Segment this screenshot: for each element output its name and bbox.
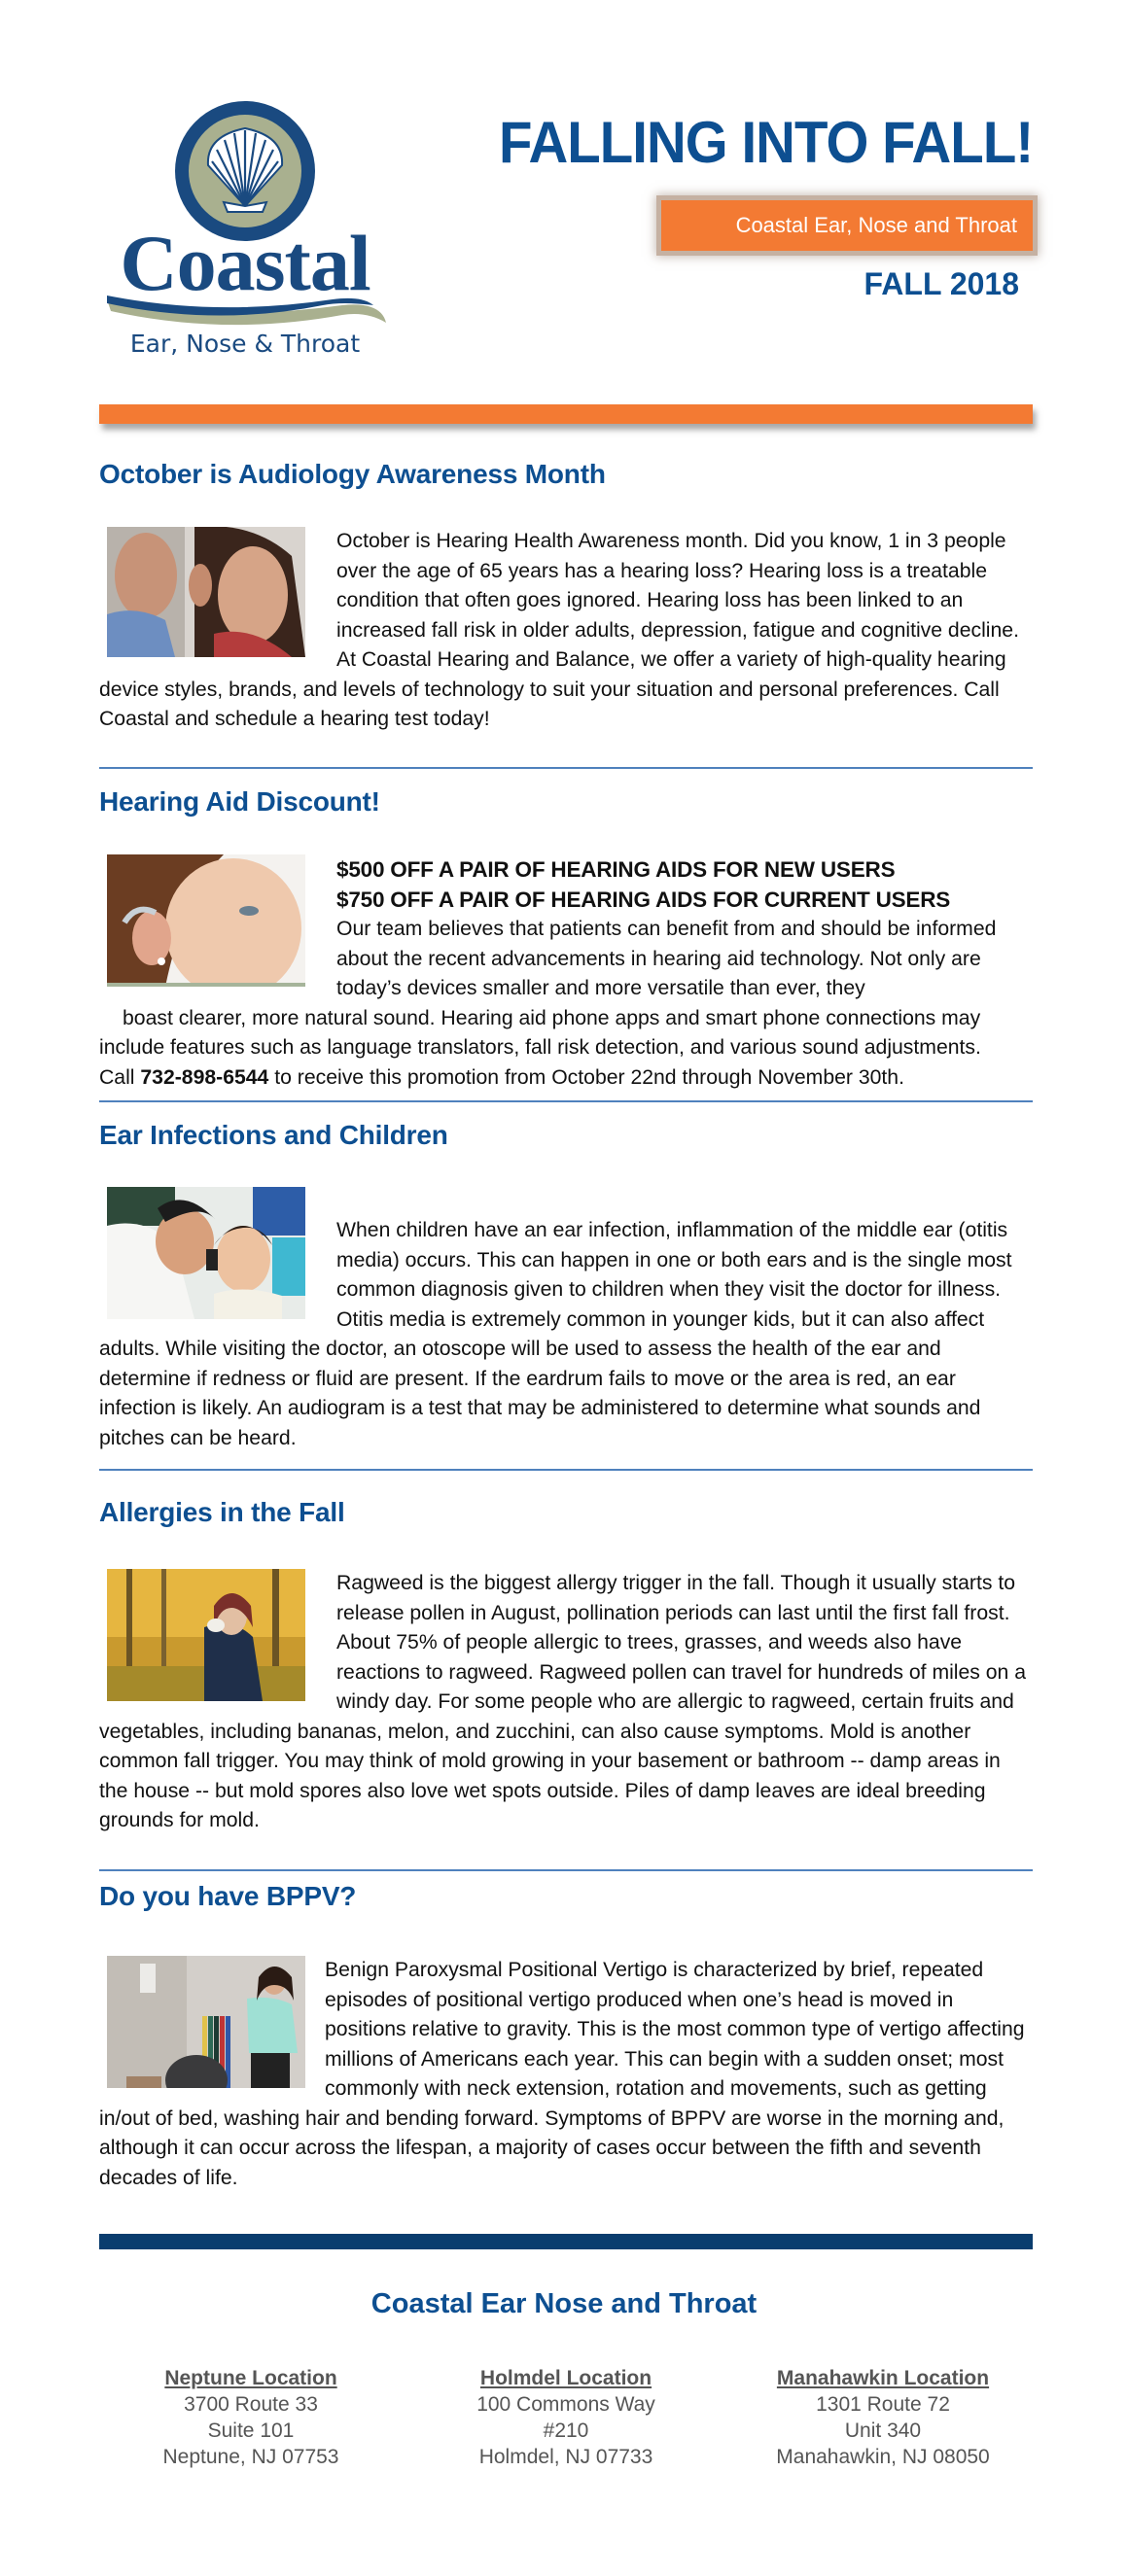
address-line: 1301 Route 72 bbox=[816, 2393, 950, 2416]
coastal-logo bbox=[99, 97, 391, 360]
section-body: Ragweed is the biggest allergy trigger in the fall. Though it usually starts to release pollen in August, pollination periods can last until the first fall frost. About 75% of people allergic to trees, grasses, and weeds also have reactions to ragweed. Ragweed pollen can travel for hundreds of miles on a windy day. For some people who are allergic to ragweed, certain fruits and vegetables, including bananas, melon, and zucchini, can also cause symptoms. Mold is another common fall trigger. You may think of mold growing in your basement or bathroom -- damp areas in the house -- but mold spores also love wet spots outside. Piles of damp leaves are ideal breeding grounds for mold. bbox=[99, 1572, 1027, 1831]
address-line: #210 bbox=[543, 2419, 589, 2442]
logo-wordmark: Coastal bbox=[120, 219, 370, 307]
section-heading: Do you have BPPV? bbox=[99, 1881, 357, 1911]
section-allergies bbox=[99, 1497, 1033, 1836]
promo-call-line bbox=[99, 1063, 1033, 1094]
section-hearing-aid-discount bbox=[99, 786, 1033, 1093]
location-name-link[interactable]: Neptune Location bbox=[164, 2367, 337, 2389]
child-hearing-aid-photo-icon bbox=[107, 854, 305, 987]
section-divider bbox=[99, 767, 1033, 769]
section-divider bbox=[99, 1100, 1033, 1102]
section-bppv bbox=[99, 1881, 1033, 2193]
location-holmdel bbox=[430, 2365, 702, 2470]
promo-new-users: $500 OFF A PAIR OF HEARING AIDS FOR NEW USERS bbox=[336, 857, 896, 882]
location-name-link[interactable]: Manahawkin Location bbox=[776, 2367, 990, 2389]
section-heading: Allergies in the Fall bbox=[99, 1497, 345, 1527]
doctor-otoscope-child-photo-icon bbox=[107, 1187, 305, 1319]
section-audiology-month bbox=[99, 459, 1033, 735]
section-divider bbox=[99, 1469, 1033, 1471]
section-heading: October is Audiology Awareness Month bbox=[99, 459, 606, 489]
promo-current-users: $750 OFF A PAIR OF HEARING AIDS FOR CURRENT USERS bbox=[336, 888, 951, 912]
address-line: 100 Commons Way bbox=[476, 2393, 655, 2416]
shell-logo-icon bbox=[99, 97, 391, 360]
practice-name-banner bbox=[661, 200, 1033, 251]
address-line: Manahawkin, NJ 08050 bbox=[776, 2446, 990, 2468]
location-neptune bbox=[115, 2365, 387, 2470]
issue-label: FALL 2018 bbox=[864, 266, 1019, 301]
section-ear-infections bbox=[99, 1120, 1033, 1453]
section-body: October is Hearing Health Awareness month. Did you know, 1 in 3 people over the age of 65 years has a hearing loss? Hearing loss is a treatable condition that often goes ignored. Hearing loss has been linked to an increased fall risk in older adults, depression, fatigue and cognitive decline. At Coastal Hearing and Balance, we offer a variety of high-quality hearing device styles, brands, and levels of technology to suit your situation and personal preferences. Call Coastal and schedule a hearing test today! bbox=[99, 530, 1019, 730]
therapist-room-photo-icon bbox=[107, 1956, 305, 2088]
logo-tagline: Ear, Nose & Throat bbox=[129, 330, 361, 358]
call-suffix: to receive this promotion from October 22nd through November 30th. bbox=[274, 1065, 904, 1089]
orange-divider-bar bbox=[99, 404, 1033, 424]
phone-number-link[interactable]: 732-898-6544 bbox=[140, 1065, 269, 1089]
footer-title: Coastal Ear Nose and Throat bbox=[370, 2288, 758, 2319]
address-line: Neptune, NJ 07753 bbox=[162, 2446, 339, 2468]
location-name-link[interactable]: Holmdel Location bbox=[479, 2367, 652, 2389]
section-body: Our team believes that patients can benefit from and should be informed about the recent advancements in hearing aid technology. Not only are today’s devices smaller and more versatile than ever, they bbox=[336, 918, 997, 999]
autumn-sneeze-photo-icon bbox=[107, 1569, 305, 1701]
address-line: Suite 101 bbox=[207, 2419, 295, 2442]
call-prefix: Call bbox=[99, 1065, 135, 1089]
section-body-continued: boast clearer, more natural sound. Hearing aid phone apps and smart phone connections may include features such as language translators, fall risk detection, and various sound adjustments. bbox=[99, 1006, 981, 1059]
address-line: Holmdel, NJ 07733 bbox=[478, 2446, 653, 2468]
newsletter-title: FALLING INTO FALL! bbox=[498, 110, 1033, 175]
practice-name-text: Coastal Ear, Nose and Throat bbox=[735, 213, 1017, 237]
footer-divider-bar bbox=[99, 2234, 1033, 2249]
section-body: When children have an ear infection, inflammation of the middle ear (otitis media) occurs. This can happen in one or both ears and is the single most common diagnosis given to children when they visit the doctor for illness. Otitis media is extremely common in younger kids, but it can also affect adults. While visiting the doctor, an otoscope will be used to assess the health of the ear and determine if redness or fluid are present. If the eardrum fails to move or the area is red, an ear infection is likely. An audiogram is a test that may be administered to determine what sounds and pitches can be heard. bbox=[99, 1219, 1012, 1449]
section-heading: Hearing Aid Discount! bbox=[99, 786, 380, 817]
section-body: Benign Paroxysmal Positional Vertigo is characterized by brief, repeated episodes of positional vertigo produced when one’s head is moved in positions relative to gravity. This is the most common type of vertigo affecting millions of Americans each year. This can begin with a sudden onset; most commonly with neck extension, rotation and movements, such as getting in/out of bed, washing hair and bending forward. Symptoms of BPPV are worse in the morning and, although it can occur across the lifespan, a majority of cases occur between the fifth and seventh decades of life. bbox=[99, 1959, 1025, 2189]
address-line: 3700 Route 33 bbox=[184, 2393, 318, 2416]
address-line: Unit 340 bbox=[844, 2419, 922, 2442]
section-divider bbox=[99, 1869, 1033, 1871]
hearing-exam-photo-icon bbox=[107, 527, 305, 657]
location-manahawkin bbox=[747, 2365, 1019, 2470]
section-heading: Ear Infections and Children bbox=[99, 1120, 448, 1150]
